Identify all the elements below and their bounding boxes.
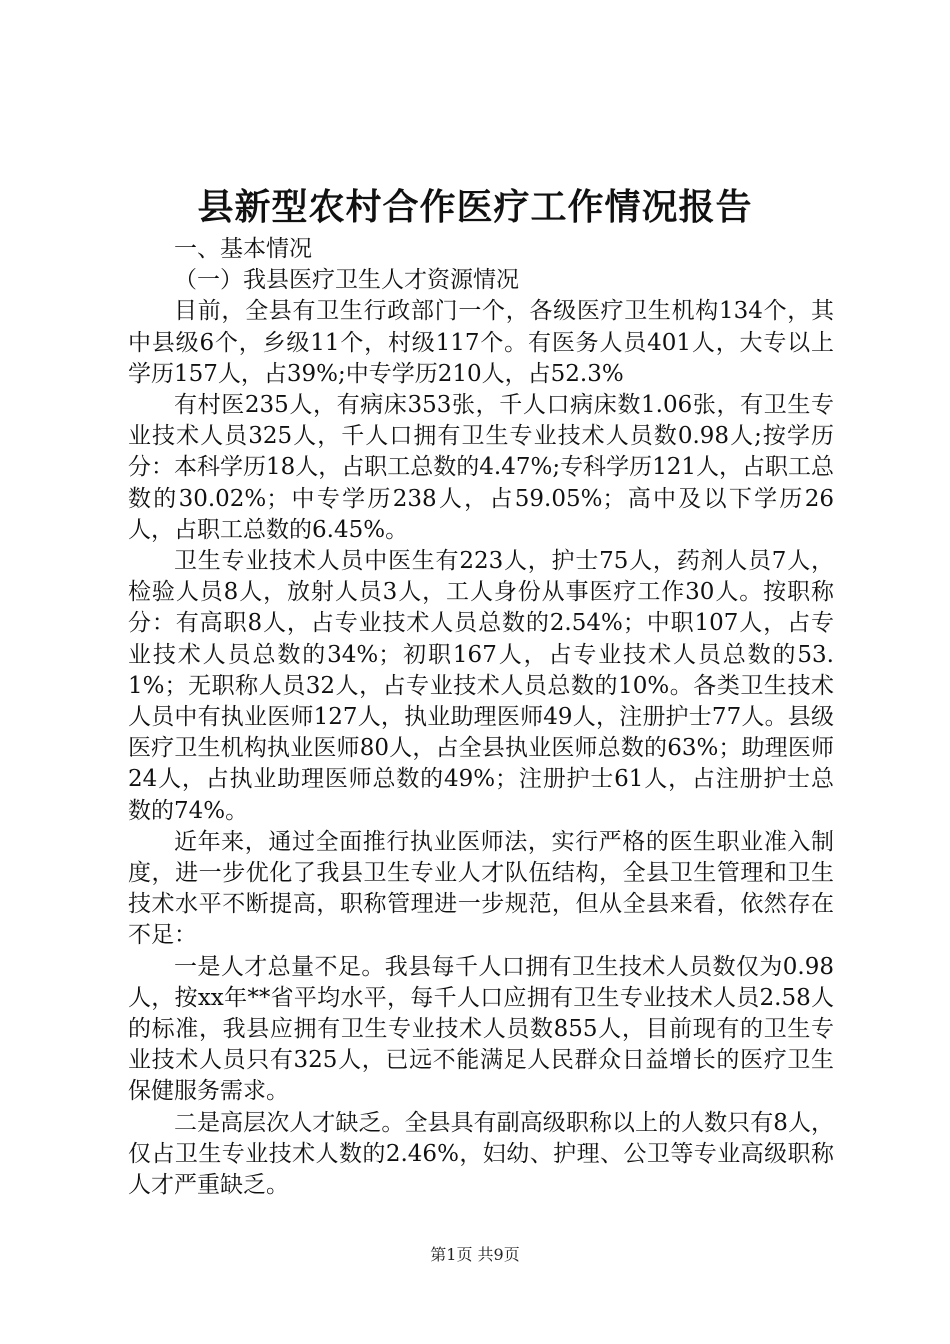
body-paragraph: 近年来，通过全面推行执业医师法，实行严格的医生职业准入制度，进一步优化了我县卫生专业人才队伍结构，全县卫生管理和卫生技术水平不断提高，职称管理进一步规范，但从全县来看，依然存在不足：	[128, 828, 834, 949]
body-paragraph: 目前，全县有卫生行政部门一个，各级医疗卫生机构134个，其中县级6个，乡级11个，村级117个。有医务人员401人，大专以上学历157人，占39%;中专学历210人，占52.3%	[128, 298, 834, 387]
document-title: 县新型农村合作医疗工作情况报告	[197, 186, 753, 228]
body-paragraph: 卫生专业技术人员中医生有223人，护士75人，药剂人员7人，检验人员8人，放射人员3人，工人身份从事医疗工作30人。按职称分：有高职8人，占专业技术人员总数的2.54%；中职107人，占专业技术人员总数的34%；初职167人，占专业技术人员总数的53.1%；无职称人员32人，占专业技术人员总数的10%。各类卫生技术人员中有执业医师127人，执业助理医师49人，注册护士77人。县级医疗卫生机构执业医师80人，占全县执业医师总数的63%；助理医师24人，占执业助理医师总数的49%；注册护士61人，占注册护士总数的74%。	[128, 548, 834, 824]
subsection-heading: （一）我县医疗卫生人才资源情况	[174, 267, 519, 294]
body-paragraph: 二是高层次人才缺乏。全县具有副高级职称以上的人数只有8人，仅占卫生专业技术人数的2.46%，妇幼、护理、公卫等专业高级职称人才严重缺乏。	[128, 1109, 834, 1199]
section-heading: 一、基本情况	[174, 236, 312, 262]
body-paragraph: 一是人才总量不足。我县每千人口拥有卫生技术人员数仅为0.98人，按xx年**省平均水平，每千人口应拥有卫生专业技术人员2.58人的标准，我县应拥有卫生专业技术人员数855人，目前现有的卫生专业技术人员只有325人，已远不能满足人民群众日益增长的医疗卫生保健服务需求。	[128, 953, 834, 1105]
page-footer: 第1页 共9页	[430, 1245, 520, 1264]
body-paragraph: 有村医235人，有病床353张，千人口病床数1.06张，有卫生专业技术人员325人，千人口拥有卫生专业技术人员数0.98人;按学历分：本科学历18人，占职工总数的4.47%;专科学历121人，占职工总数的30.02%；中专学历238人，占59.05%；高中及以下学历26人，占职工总数的6.45%。	[128, 392, 834, 543]
document-body	[128, 234, 834, 1201]
